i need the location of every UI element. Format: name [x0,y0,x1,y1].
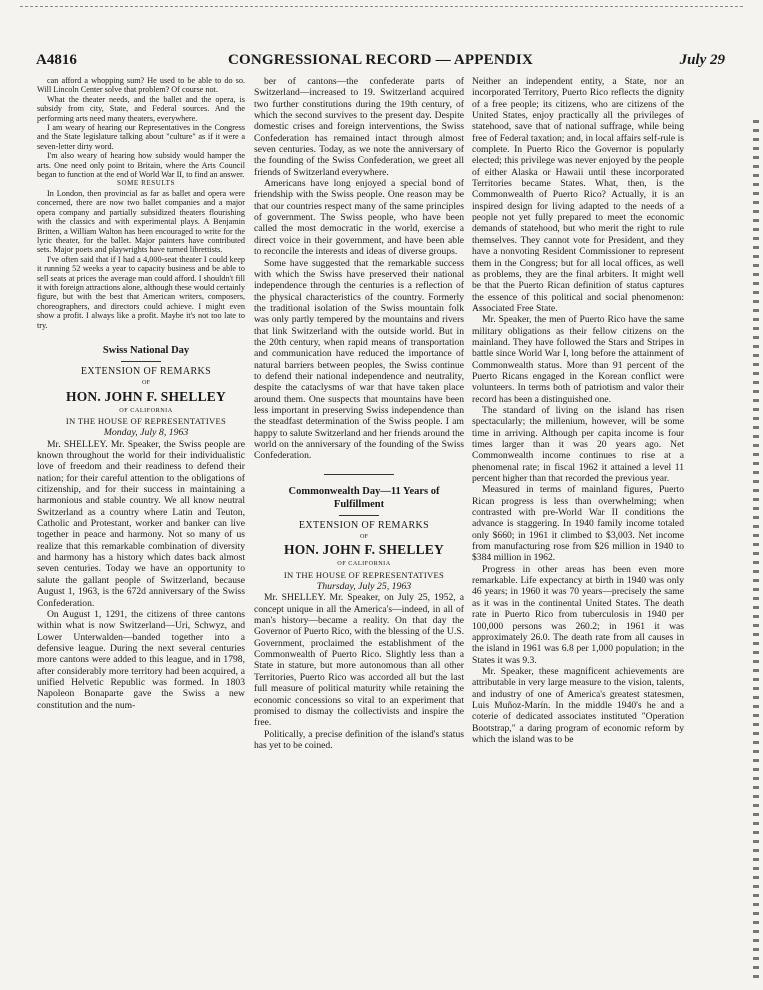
of-label: OF [142,379,150,387]
of-label: OF [360,533,368,541]
page-header [36,52,725,70]
page-number: A4816 [36,52,77,68]
paragraph: I am weary of hearing our Representatives in the Congress and the State legislature talking about "culture" as if it were a seven-letter dirty word. [37,123,245,151]
article-title: Commonwealth Day—11 Years of Fulfillment [288,485,440,510]
arts-article-continuation [37,76,245,330]
article-title: Swiss National Day [102,344,190,356]
top-rule [20,6,743,7]
speaker-state: OF CALIFORNIA [337,560,391,568]
column-2 [254,76,464,751]
paragraph: I've often said that if I had a 4,000-seat theater I could keep it running 52 weeks a year to capacity business and be able to sell seats at prices the average man could afford. I shouldn't fill it with foreign attractions alone, although these would certainly figure, but with the best that American writers, composers, choreographers, and directors could achieve. I might even show a profit. I always like a profit. Maybe it's not too late to try. [37,254,245,330]
paragraph: Mr. Speaker, these magnificent achievements are attributable in very large measure to the vision, talents, and industry of one of America's greatest statesmen, Luis Muñoz-Marín. In the middle 1940's he and a coterie of dedicated associates instituted "Operation Bootstrap," a daring program of economic reform by which the island was to be [472,665,684,745]
paragraph: On August 1, 1291, the citizens of three cantons within what is now Switzerland—Uri, Schwyz, and Lower Unterwalden—banded together into a defensive league. During the next several centuries more cantons were added to this league, and in 1798, after considerably more territory had been acquired, a unified Helvetic Republic was formed. In 1803 Napoleon Bonaparte gave the Swiss a new constitution and the num- [37,608,245,711]
paragraph: Measured in terms of mainland figures, Puerto Rican progress is less than overwhelming; when contrasted with pre-World War II conditions the advance is staggering. In 1940 family income totaled only $660; in 1961 it climbed to $3,003. Net income from manufacturing rose from $26 million in 1940 to $384 million in 1962. [472,484,684,564]
speaker-name: HON. JOHN F. SHELLEY [66,388,226,404]
publication-title: CONGRESSIONAL RECORD — APPENDIX [228,52,533,68]
paragraph: Mr. SHELLEY. Mr. Speaker, the Swiss people are known throughout the world for their individualistic love of freedom and their readiness to defend their nation; for their careful attention to the obligations of citizenship, and for their success in maintaining a harmonious and stable country. We all know neutral Switzerland as a country where Latin and Teuton, Catholic and Protestant, worker and banker can live together in peace and harmony. Not so many of us realize that this remarkable combination of diversity and harmony has a history which dates back almost seven centuries. Today we have an opportunity to salute the gallant people of Switzerland, because August 1, 1963, is the 672d anniversary of the Swiss Confederation. [37,438,245,609]
remarks-date: Monday, July 8, 1963 [103,427,189,439]
column-3 [472,76,684,745]
column-1 [37,76,245,711]
speaker-name: HON. JOHN F. SHELLEY [284,542,444,558]
divider [324,474,394,475]
paragraph: Mr. Speaker, the men of Puerto Rico have the same military obligations as their fellow citizens on the mainland. They have followed the Stars and Stripes in battle since World War I, long before the attainment of Commonwealth status. More than 91 percent of the Puerto Ricans engaged in the Korean conflict were volunteers. In terms both of patriotism and valor their record has been a distinguished one. [472,314,684,405]
chamber: IN THE HOUSE OF REPRESENTATIVES [283,569,445,580]
paragraph: Neither an independent entity, a State, nor an incorporated Territory, Puerto Rico reflects the dignity of a free people; its citizens, who are citizens of the United States, enjoy practically all the privileges of statehood, save that of national suffrage, while being free of Federal taxation; and, in local affairs self-rule is complete. In Puerto Rico the Governor is popularly elected; this privilege was never enjoyed by the people of either Alaska or Hawaii until these incorporated Territories became States. What, then, is the Commonwealth of Puerto Rico? Actually, it is an inspired design for living adapted to the needs of a people not yet fully prepared to meet the economic demands of statehood, but who merit the right to rule themselves. They cannot vote for President, and they have a nonvoting Resident Commissioner to represent them in the Congress; but for all local offices, as well as problems, they are the final arbiters. It might well be that the Puerto Rican definition of status captures the essence of this political and social phenomenon: Associated Free State. [472,76,684,314]
paragraph: Progress in other areas has been even more remarkable. Life expectancy at birth in 1940 was only 46 years; in 1960 it was 70 years—precisely the same as it was in the continental United States. The death rate in Puerto Rico from tuberculosis in 1940 per 100,000 persons was 260.2; in 1961 it was approximately 26.0. The death rate from all causes in the island in 1961 was 6.8 per 1,000 population; in the States it was 9.3. [472,563,684,666]
paragraph: Politically, a precise definition of the island's status has yet to be coined. [254,728,464,751]
header-date: July 29 [679,52,725,68]
remarks-date: Thursday, July 25, 1963 [316,581,412,593]
paragraph: Americans have long enjoyed a special bond of friendship with the Swiss people. One reason may be that our countries respect many of the same principles of government. The Swiss people, who have been called the most democratic in the world, exercise a direct voice in their government, and have been able to reconcile the interests and ideas of diverse groups. [254,178,464,258]
speaker-state: OF CALIFORNIA [119,406,173,414]
paragraph: I'm also weary of hearing how subsidy would hamper the arts. One need only point to Britain, where the Arts Council began to function at the end of World War II, to find an answer. [37,151,245,180]
extension-of-remarks: EXTENSION OF REMARKS [80,365,212,377]
paragraph: ber of cantons—the confederate parts of Switzerland—increased to 19. Switzerland acquired two further constitutions during the 19th century, of which the second survives to the present day. Despite domestic crises and foreign interventions, the Swiss Confederation has remained intact through almost seven centuries. Today, as we note the anniversary of the founding of the Swiss Confederation, we greet all friends of Switzerland everywhere. [254,76,464,178]
paragraph: Mr. SHELLEY. Mr. Speaker, on July 25, 1952, a concept unique in all the America's—indeed, in all of man's history—became a reality. On that day the Governor of Puerto Rico, with the blessing of the U.S. Government, proclaimed the establishment of the Commonwealth of Puerto Rico. Slightly less than a State in stature, but more autonomous than all other Territories, Puerto Rico was accorded all but the last full measure of political maturity while retaining the economic concessions so vital to an experiment that promised to dismay the collectivists and inspire the free. [254,592,464,729]
scan-edge-marks [753,120,759,980]
paragraph: can afford a whopping sum? He used to be able to do so. Will Lincoln Center solve that problem? Of course not. [37,76,245,95]
extension-of-remarks: EXTENSION OF REMARKS [298,519,430,531]
paragraph: Some have suggested that the remarkable success with which the Swiss have preserved their national independence through the centuries is a reflection of the physical characteristics of the country. Formerly the traditional isolation of the Swiss mountain folk was only partly tempered by the mountains and rivers that link Switzerland with the outside world. But in the 20th century, when rapid means of transportation and communication have reduced the importance of natural barriers between peoples, the Swiss continue to defend their national independence and neutrality, despite the cataclysms of war that have taken place around them. One suspects that mountains have been less important in preserving Swiss independence than the steadfast determination of the Swiss people. I am happy to salute Switzerland and her friends around the world on the anniversary of the founding of the Swiss Confederation. [254,257,464,462]
paragraph: The standard of living on the island has risen spectacularly; the millenium, however, will be some time in arriving. Although per capita income is four times larger than it was 20 years ago. Net Commonwealth income continues to rise at a phenomenal rate; in fiscal 1962 it attained a level 11 percent higher than that recorded the previous year. [472,404,684,485]
paragraph: What the theater needs, and the ballet and the opera, is subsidy from city, State, and Federal sources. And the performing arts need many theaters, everywhere. [37,94,245,123]
subheading: SOME RESULTS [116,179,176,188]
chamber: IN THE HOUSE OF REPRESENTATIVES [65,416,227,426]
paragraph: In London, then provincial as far as ballet and opera were concerned, there are now two ballet companies and a major opera company and partially subsidized theaters flourishing with the classics and with experimental plays. A Benjamin Britten, a William Walton has been encouraged to write for the lyric theater, for the ballet. Major painters have contributed sets. Major poets and playwrights have turned librettists. [37,188,245,255]
divider [339,515,379,516]
divider [121,361,161,362]
